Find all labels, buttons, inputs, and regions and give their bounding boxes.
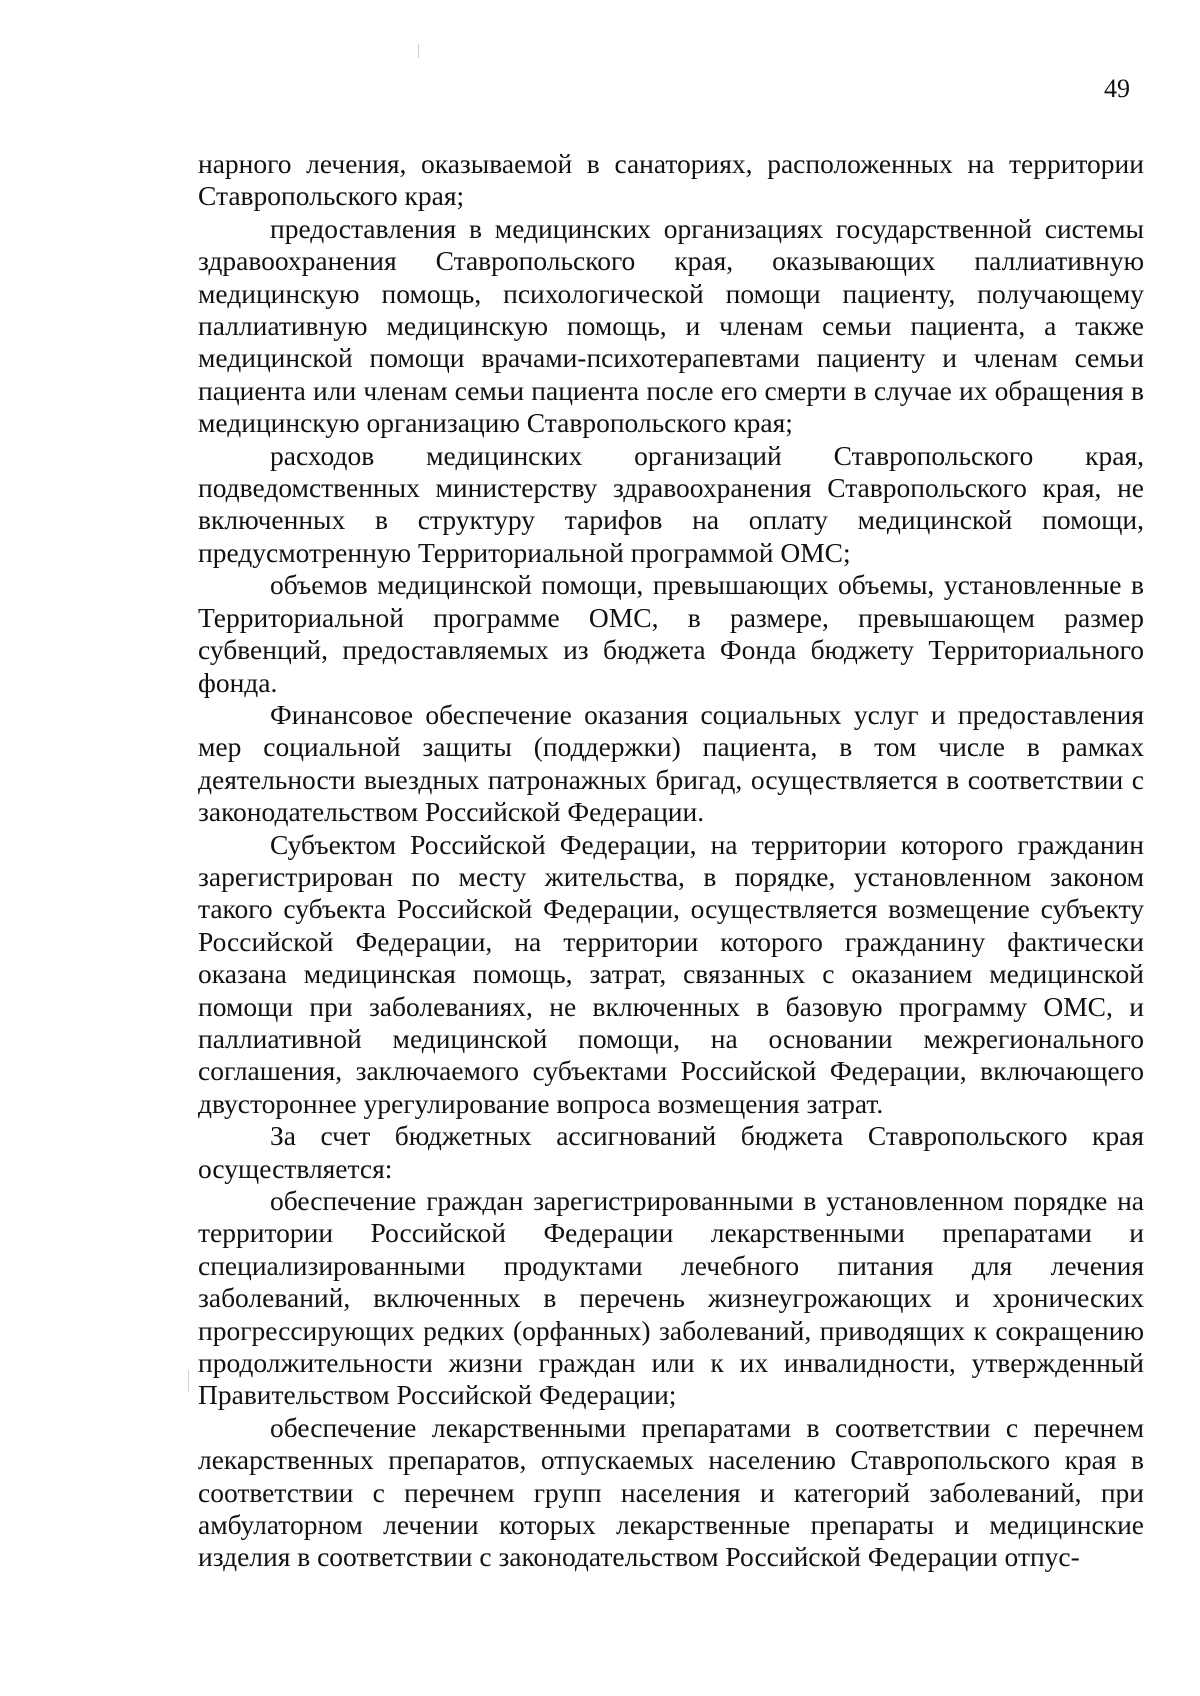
document-body: [198, 148, 1144, 1574]
paragraph: Финансовое обеспечение оказания социальных услуг и предоставления мер социальной защиты (поддержки) пациента, в том числе в рамках деятельности выездных патронажных бригад, осуществляется в соответствии с законодательством Российской Федерации.: [198, 698, 1144, 828]
paragraph: объемов медицинской помощи, превышающих объемы, установленные в Территориальной программе ОМС, в размере, превышающем размер субвенций, предоставляемых из бюджета Фонда бюджету Территориального фонда.: [198, 569, 1144, 698]
paragraph: расходов медицинских организаций Ставропольского края, подведомственных министерству здравоохранения Ставропольского края, не включенных в структуру тарифов на оплату медицинской помощи, предусмотренную Территориальной программой ОМС;: [198, 439, 1144, 568]
paragraph: предоставления в медицинских организациях государственной системы здравоохранения Ставропольского края, оказывающих паллиативную медицинскую помощь, психологической помощи пациенту, получающему паллиативную медицинскую помощь, и членам семьи пациента, а также медицинской помощи врачами-психотерапевтами пациенту и членам семьи пациента или членам семьи пациента после его смерти в случае их обращения в медицинскую организацию Ставропольского края;: [198, 212, 1144, 439]
paragraph: обеспечение лекарственными препаратами в соответствии с перечнем лекарственных препаратов, отпускаемых населению Ставропольского края в соответствии с перечнем групп населения и категорий заболеваний, при амбулаторном лечении которых лекарственные препараты и медицинские изделия в соответствии с законодательством Российской Федерации отпус-: [198, 1411, 1144, 1573]
page-number: 49: [1104, 74, 1130, 103]
scan-speck: [418, 44, 419, 58]
paragraph: обеспечение граждан зарегистрированными в установленном порядке на территории Российской Федерации лекарственными препаратами и специализированными продуктами лечебного питания для лечения заболеваний, включенных в перечень жизнеугрожающих и хронических прогрессирующих редких (орфанных) заболеваний, приводящих к сокращению продолжительности жизни граждан или к их инвалидности, утвержденный Правительством Российской Федерации;: [198, 1185, 1144, 1411]
paragraph: За счет бюджетных ассигнований бюджета Ставропольского края осуществляется:: [198, 1120, 1144, 1184]
paragraph: Субъектом Российской Федерации, на территории которого гражданин зарегистрирован по месту жительства, в порядке, установленном законом такого субъекта Российской Федерации, осуществляется возмещение субъекту Российской Федерации, на территории которого гражданину фактически оказана медицинская помощь, затрат, связанных с оказанием медицинской помощи при заболеваниях, не включенных в базовую программу ОМС, и паллиативной медицинской помощи, на основании межрегионального соглашения, заключаемого субъектами Российской Федерации, включающего двустороннее урегулирование вопроса возмещения затрат.: [198, 828, 1144, 1119]
scan-speck: [188, 1370, 189, 1392]
paragraph: нарного лечения, оказываемой в санаториях, расположенных на территории Ставропольского края;: [198, 148, 1144, 212]
